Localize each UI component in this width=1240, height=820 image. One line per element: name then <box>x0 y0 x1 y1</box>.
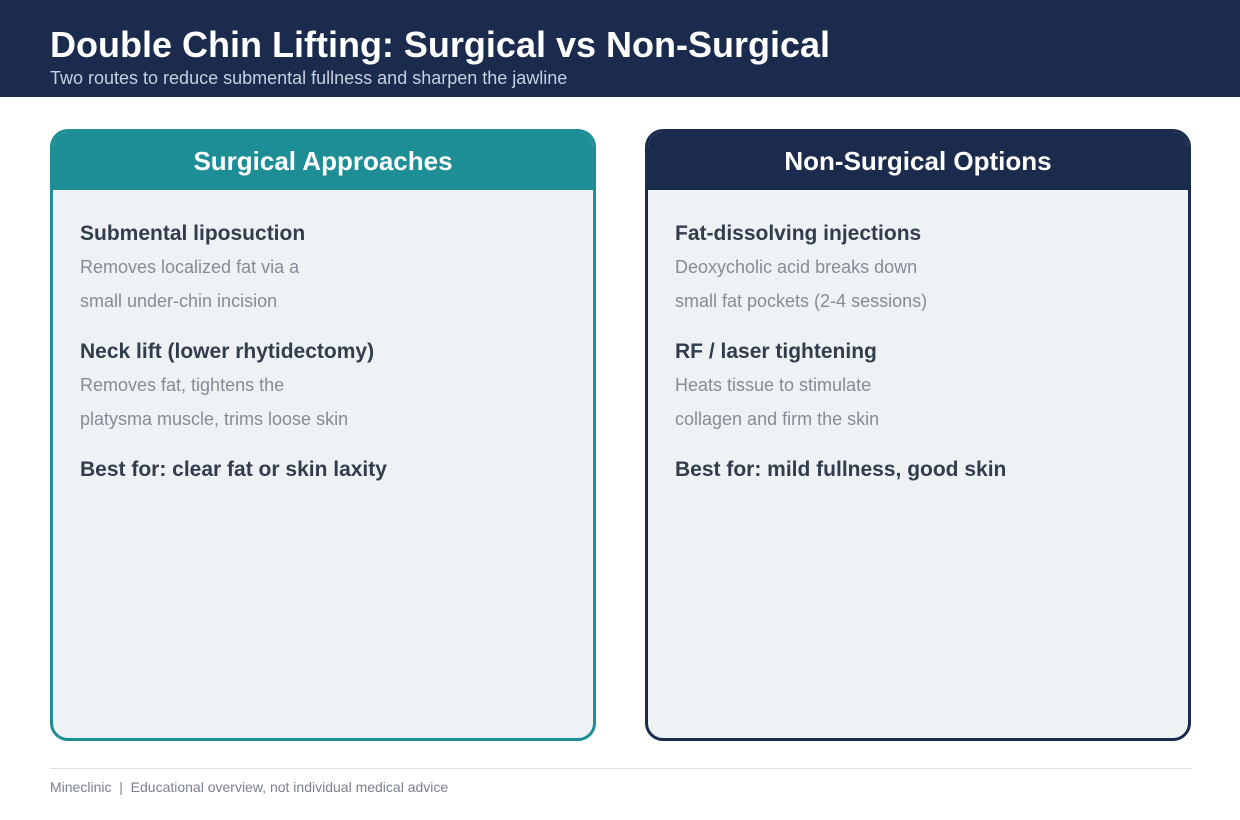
header-banner <box>0 0 1240 97</box>
item-desc-line: platysma muscle, trims loose skin <box>80 409 349 429</box>
non-surgical-panel <box>645 129 1191 741</box>
non-surgical-item-rf-laser <box>675 338 1168 436</box>
item-desc-line: Removes localized fat via a <box>80 257 300 277</box>
surgical-item-liposuction <box>80 220 573 318</box>
surgical-item-neck-lift <box>80 338 573 436</box>
item-title: Fat-dissolving injections <box>675 222 922 245</box>
surgical-panel-heading: Surgical Approaches <box>53 132 593 190</box>
page-subtitle: Two routes to reduce submental fullness and sharpen the jawline <box>50 68 568 88</box>
non-surgical-panel-body <box>675 220 1168 484</box>
item-desc-line: small fat pockets (2-4 sessions) <box>675 291 928 311</box>
surgical-panel <box>50 129 596 741</box>
non-surgical-panel-heading: Non-Surgical Options <box>648 132 1188 190</box>
item-title: Neck lift (lower rhytidectomy) <box>80 340 375 363</box>
page-title: Double Chin Lifting: Surgical vs Non-Surgical <box>50 24 831 65</box>
footer-divider <box>50 768 1191 769</box>
item-desc-line: Removes fat, tightens the <box>80 375 285 395</box>
surgical-panel-body <box>80 220 573 484</box>
footer-text: Mineclinic | Educational overview, not individual medical advice <box>50 779 449 795</box>
item-desc-line: collagen and firm the skin <box>675 409 880 429</box>
non-surgical-best-for: Best for: mild fullness, good skin <box>675 458 1007 481</box>
item-title: RF / laser tightening <box>675 340 877 363</box>
item-desc-line: small under-chin incision <box>80 291 278 311</box>
item-desc-line: Deoxycholic acid breaks down <box>675 257 918 277</box>
surgical-best-for: Best for: clear fat or skin laxity <box>80 458 387 481</box>
non-surgical-item-injections <box>675 220 1168 318</box>
item-title: Submental liposuction <box>80 222 306 245</box>
item-desc-line: Heats tissue to stimulate <box>675 375 872 395</box>
